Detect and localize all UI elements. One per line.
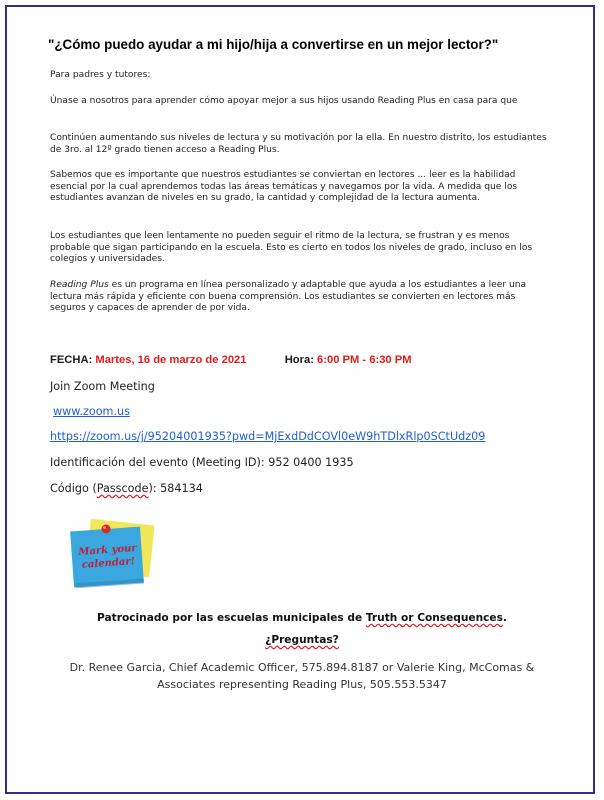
note-text-1: Mark your [78,542,137,558]
questions-text: ¿Preguntas? [265,634,339,646]
paragraph-3: Sabemos que es importante que nuestros estudiantes se conviertan en lectores ... leer es la habilidad esencial por la cual aprendemos todas las áreas temáticas y navegamos por la vida. A medida que los estudiantes avanzan de niveles en su grado, la cantidad y complejidad de la lectura aumenta. [50,170,518,204]
paragraph-5-rest: es un programa en línea personalizado y adaptable que ayuda a los estudiantes a leer una lectura más rápida y eficiente con buena comprensión. Los estudiantes se convierten en lectores más seguros y capaces de aprender de por vida. [50,280,527,314]
join-zoom-text: Join Zoom Meeting [50,380,155,393]
hora-value: 6:00 PM - 6:30 PM [317,354,412,366]
fecha-value: Martes, 16 de marzo de 2021 [95,354,247,366]
paragraph-1: Únase a nosotros para aprender cómo apoyar mejor a sus hijos usando Reading Plus en casa para que [50,96,518,106]
sponsor-prefix: Patrocinado por las escuelas municipales de [97,612,366,624]
reading-plus-italic: Reading Plus [50,280,109,290]
contact-info: Dr. Renee Garcia, Chief Academic Officer, 575.894.8187 or Valerie King, McComas & Associates representing Reading Plus, 505.553.5347 [69,661,535,691]
intro-text: Para padres y tutores: [50,70,151,80]
fecha-label: FECHA: [50,354,93,366]
date-time-line [50,354,412,366]
paragraph-5 [50,280,552,315]
sponsor-line [0,612,604,624]
zoom-site-link[interactable]: www.zoom.us [53,405,130,418]
zoom-meeting-link[interactable]: https://zoom.us/j/95204001935?pwd=MjExdDdCOVl0eW9hTDlxRlp0SCtUdz09 [50,430,486,443]
note-text-2: calendar! [81,556,136,571]
passcode-suffix: ): 584134 [148,482,203,495]
passcode-prefix: Código ( [50,482,97,495]
questions-heading [0,634,604,646]
paragraph-2: Continúen aumentando sus niveles de lectura y su motivación por la ella. En nuestro distrito, los estudiantes de 3ro. al 12º grado tienen acceso a Reading Plus. [50,133,547,155]
sponsor-suffix: . [502,612,507,624]
passcode-word: Passcode [96,482,149,495]
passcode-text [50,482,203,495]
page-title: "¿Cómo puedo ayudar a mi hijo/hija a convertirse en un mejor lector?" [48,37,499,52]
paragraph-4: Los estudiantes que leen lentamente no pueden seguir el ritmo de la lectura, se frustran y es menos probable que sigan participando en la escuela. Esto es cierto en todos los niveles de grado, incluso en los colegios y universidades. [50,231,533,265]
hora-label: Hora: [284,354,314,366]
meeting-id-text: Identificación del evento (Meeting ID): 952 0400 1935 [50,456,354,469]
sticky-note-icon [66,519,166,591]
sponsor-place: Truth or Consequences [365,612,503,624]
